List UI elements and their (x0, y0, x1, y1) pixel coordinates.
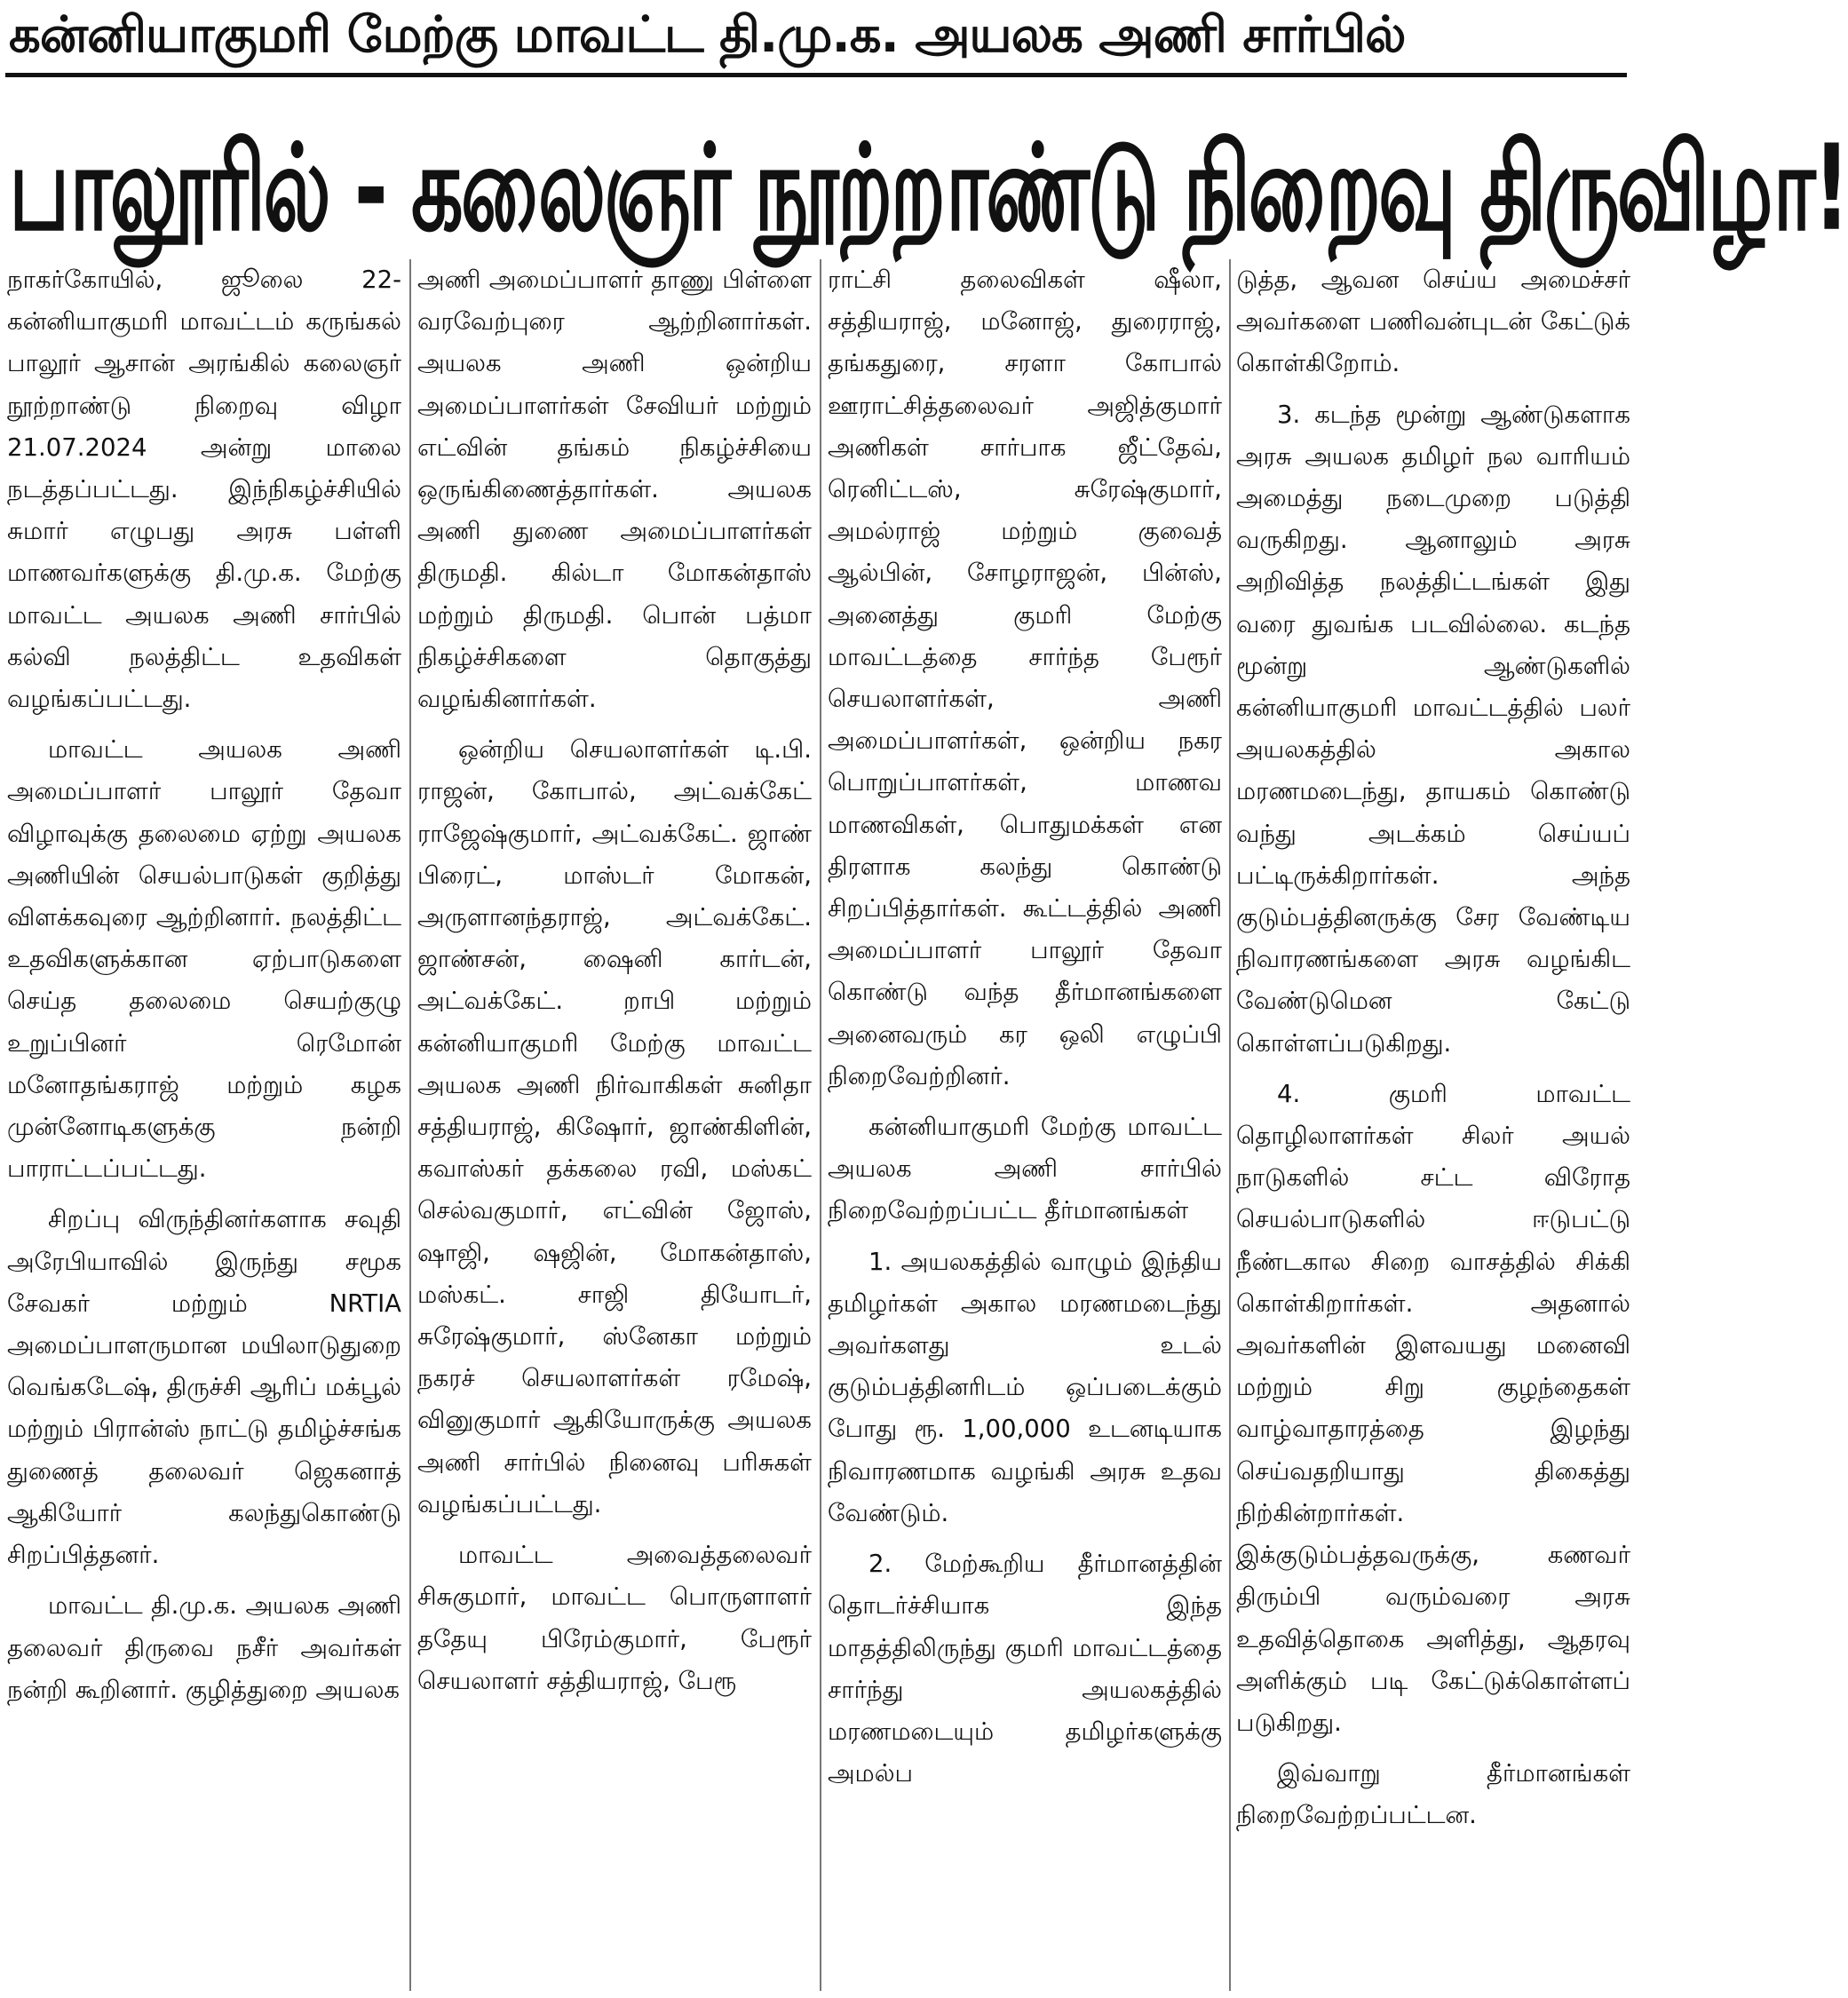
article-body (7, 259, 1629, 1991)
column-divider (1229, 259, 1231, 1991)
article-paragraph: 1. அயலகத்தில் வாழும் இந்திய தமிழர்கள் அகால மரணமடைந்து அவர்களது உடல் குடும்பத்தினரிடம் ஒப்படைக்கும் போது ரூ. 1,00,000 உடனடியாக நிவாரணமாக வழங்கி அரசு உதவ வேண்டும். (828, 1247, 1222, 1527)
article-paragraph: இவ்வாறு தீர்மானங்கள் நிறைவேற்றப்பட்டன. (1236, 1759, 1630, 1830)
article-column-3 (828, 259, 1222, 1991)
article-paragraph: மாவட்ட அயலக அணி அமைப்பாளர் பாலூர் தேவா விழாவுக்கு தலைமை ஏற்று அயலக அணியின் செயல்பாடுகள் குறித்து விளக்கவுரை ஆற்றினார். நலத்திட்ட உதவிகளுக்கான ஏற்பாடுகளை செய்த தலைமை செயற்குழு உறுப்பினர் ரெமோன் மனோதங்கராஜ் மற்றும் கழக முன்னோடிகளுக்கு நன்றி பாராட்டப்பட்டது. (7, 735, 401, 1184)
article-paragraph: அணி அமைப்பாளர் தாணு பிள்ளை வரவேற்புரை ஆற்றினார்கள். அயலக அணி ஒன்றிய அமைப்பாளர்கள் சேவியர் மற்றும் எட்வின் தங்கம் நிகழ்ச்சியை ஒருங்கிணைத்தார்கள். அயலக அணி துணை அமைப்பாளர்கள் திருமதி. கில்டா மோகன்தாஸ் மற்றும் திருமதி. பொன் பத்மா நிகழ்ச்சிகளை தொகுத்து வழங்கினார்கள். (417, 266, 812, 714)
article-paragraph: ராட்சி தலைவிகள் ஷீலா, சத்தியராஜ், மனோஜ், துரைராஜ், தங்கதுரை, சரளா கோபால் ஊராட்சித்தலைவர் அஜித்குமார் அணிகள் சார்பாக ஜீட்தேவ், ரெனிட்டஸ், சுரேஷ்குமார், அமல்ராஜ் மற்றும் குவைத் ஆல்பின், சோழராஜன், பின்ஸ், அனைத்து குமரி மேற்கு மாவட்டத்தை சார்ந்த பேரூர் செயலாளர்கள், அணி அமைப்பாளர்கள், ஒன்றிய நகர பொறுப்பாளர்கள், மாணவ மாணவிகள், பொதுமக்கள் என திரளாக கலந்து கொண்டு சிறப்பித்தார்கள். கூட்டத்தில் அணி அமைப்பாளர் பாலூர் தேவா கொண்டு வந்த தீர்மானங்களை அனைவரும் கர ஒலி எழுப்பி நிறைவேற்றினர். (828, 266, 1222, 1090)
article-paragraph: கன்னியாகுமரி மேற்கு மாவட்ட அயலக அணி சார்பில் நிறைவேற்றப்பட்ட தீர்மானங்கள் (828, 1113, 1222, 1225)
headline-divider (5, 73, 1627, 77)
article-paragraph: மாவட்ட தி.மு.க. அயலக அணி தலைவர் திருவை நசீர் அவர்கள் நன்றி கூறினார். குழித்துறை அயலக (7, 1591, 401, 1704)
headline-kicker: கன்னியாகுமரி மேற்கு மாவட்ட தி.மு.க. அயலக அணி சார்பில் (9, 6, 1406, 64)
article-paragraph: 2. மேற்கூறிய தீர்மானத்தின் தொடர்ச்சியாக இந்த மாதத்திலிருந்து குமரி மாவட்டத்தை சார்ந்து அயலகத்தில் மரணமடையும் தமிழர்களுக்கு அமல்ப (828, 1550, 1222, 1788)
article-column-1 (7, 259, 401, 1991)
article-column-2 (417, 259, 812, 1991)
article-paragraph: மாவட்ட அவைத்தலைவர் சிசுகுமார், மாவட்ட பொருளாளர் ததேயு பிரேம்குமார், பேரூர் செயலாளர் சத்தியராஜ், பேரூ (417, 1541, 812, 1695)
column-divider (820, 259, 821, 1991)
article-paragraph: நாகர்கோயில், ஜூலை 22- கன்னியாகுமரி மாவட்டம் கருங்கல் பாலூர் ஆசான் அரங்கில் கலைஞர் நூற்றாண்டு நிறைவு விழா 21.07.2024 அன்று மாலை நடத்தப்பட்டது. இந்நிகழ்ச்சியில் சுமார் எழுபது அரசு பள்ளி மாணவர்களுக்கு தி.மு.க. மேற்கு மாவட்ட அயலக அணி சார்பில் கல்வி நலத்திட்ட உதவிகள் வழங்கப்பட்டது. (7, 266, 401, 714)
article-paragraph: 3. கடந்த மூன்று ஆண்டுகளாக அரசு அயலக தமிழர் நல வாரியம் அமைத்து நடைமுறை படுத்தி வருகிறது. ஆனாலும் அரசு அறிவித்த நலத்திட்டங்கள் இது வரை துவங்க படவில்லை. கடந்த மூன்று ஆண்டுகளில் கன்னியாகுமரி மாவட்டத்தில் பலர் அயலகத்தில் அகால மரணமடைந்து, தாயகம் கொண்டு வந்து அடக்கம் செய்யப் பட்டிருக்கிறார்கள். அந்த குடும்பத்தினருக்கு சேர வேண்டிய நிவாரணங்களை அரசு வழங்கிட வேண்டுமென கேட்டு கொள்ளப்படுகிறது. (1236, 400, 1630, 1058)
article-paragraph: டுத்த, ஆவன செய்ய அமைச்சர் அவர்களை பணிவன்புடன் கேட்டுக் கொள்கிறோம். (1236, 266, 1630, 378)
column-divider (409, 259, 411, 1991)
article-column-4 (1236, 259, 1630, 1991)
article-paragraph: சிறப்பு விருந்தினர்களாக சவுதி அரேபியாவில் இருந்து சமூக சேவகர் மற்றும் NRTIA அமைப்பாளருமான மயிலாடுதுறை வெங்கடேஷ், திருச்சி ஆரிப் மக்பூல் மற்றும் பிரான்ஸ் நாட்டு தமிழ்ச்சங்க துணைத் தலைவர் ஜெகனாத் ஆகியோர் கலந்துகொண்டு சிறப்பித்தனர். (7, 1205, 401, 1570)
headline-title: பாலூரில் - கலைஞர் நூற்றாண்டு நிறைவு திருவிழா! (9, 119, 1848, 258)
article-paragraph: 4. குமரி மாவட்ட தொழிலாளர்கள் சிலர் அயல் நாடுகளில் சட்ட விரோத செயல்பாடுகளில் ஈடுபட்டு நீண்டகால சிறை வாசத்தில் சிக்கி கொள்கிறார்கள். அதனால் அவர்களின் இளவயது மனைவி மற்றும் சிறு குழந்தைகள் வாழ்வாதாரத்தை இழந்து செய்வதறியாது திகைத்து நிற்கின்றார்கள். இக்குடும்பத்தவருக்கு, கணவர் திரும்பி வரும்வரை அரசு உதவித்தொகை அளித்து, ஆதரவு அளிக்கும் படி கேட்டுக்கொள்ளப் படுகிறது. (1236, 1079, 1630, 1737)
article-paragraph: ஒன்றிய செயலாளர்கள் டி.பி. ராஜன், கோபால், அட்வக்கேட் ராஜேஷ்குமார், அட்வக்கேட். ஜாண் பிரைட், மாஸ்டர் மோகன், அருளானந்தராஜ், அட்வக்கேட். ஜாண்சன், ஷைனி கார்டன், அட்வக்கேட். றாபி மற்றும் கன்னியாகுமரி மேற்கு மாவட்ட அயலக அணி நிர்வாகிகள் சுனிதா சத்தியராஜ், கிஷோர், ஜாண்கிளின், கவாஸ்கர் தக்கலை ரவி, மஸ்கட் செல்வகுமார், எட்வின் ஜோஸ், ஷாஜி, ஷஜின், மோகன்தாஸ், மஸ்கட். சாஜி தியோடர், சுரேஷ்குமார், ஸ்னேகா மற்றும் நகரச் செயலாளர்கள் ரமேஷ், வினுகுமார் ஆகியோருக்கு அயலக அணி சார்பில் நினைவு பரிசுகள் வழங்கப்பட்டது. (417, 735, 812, 1518)
